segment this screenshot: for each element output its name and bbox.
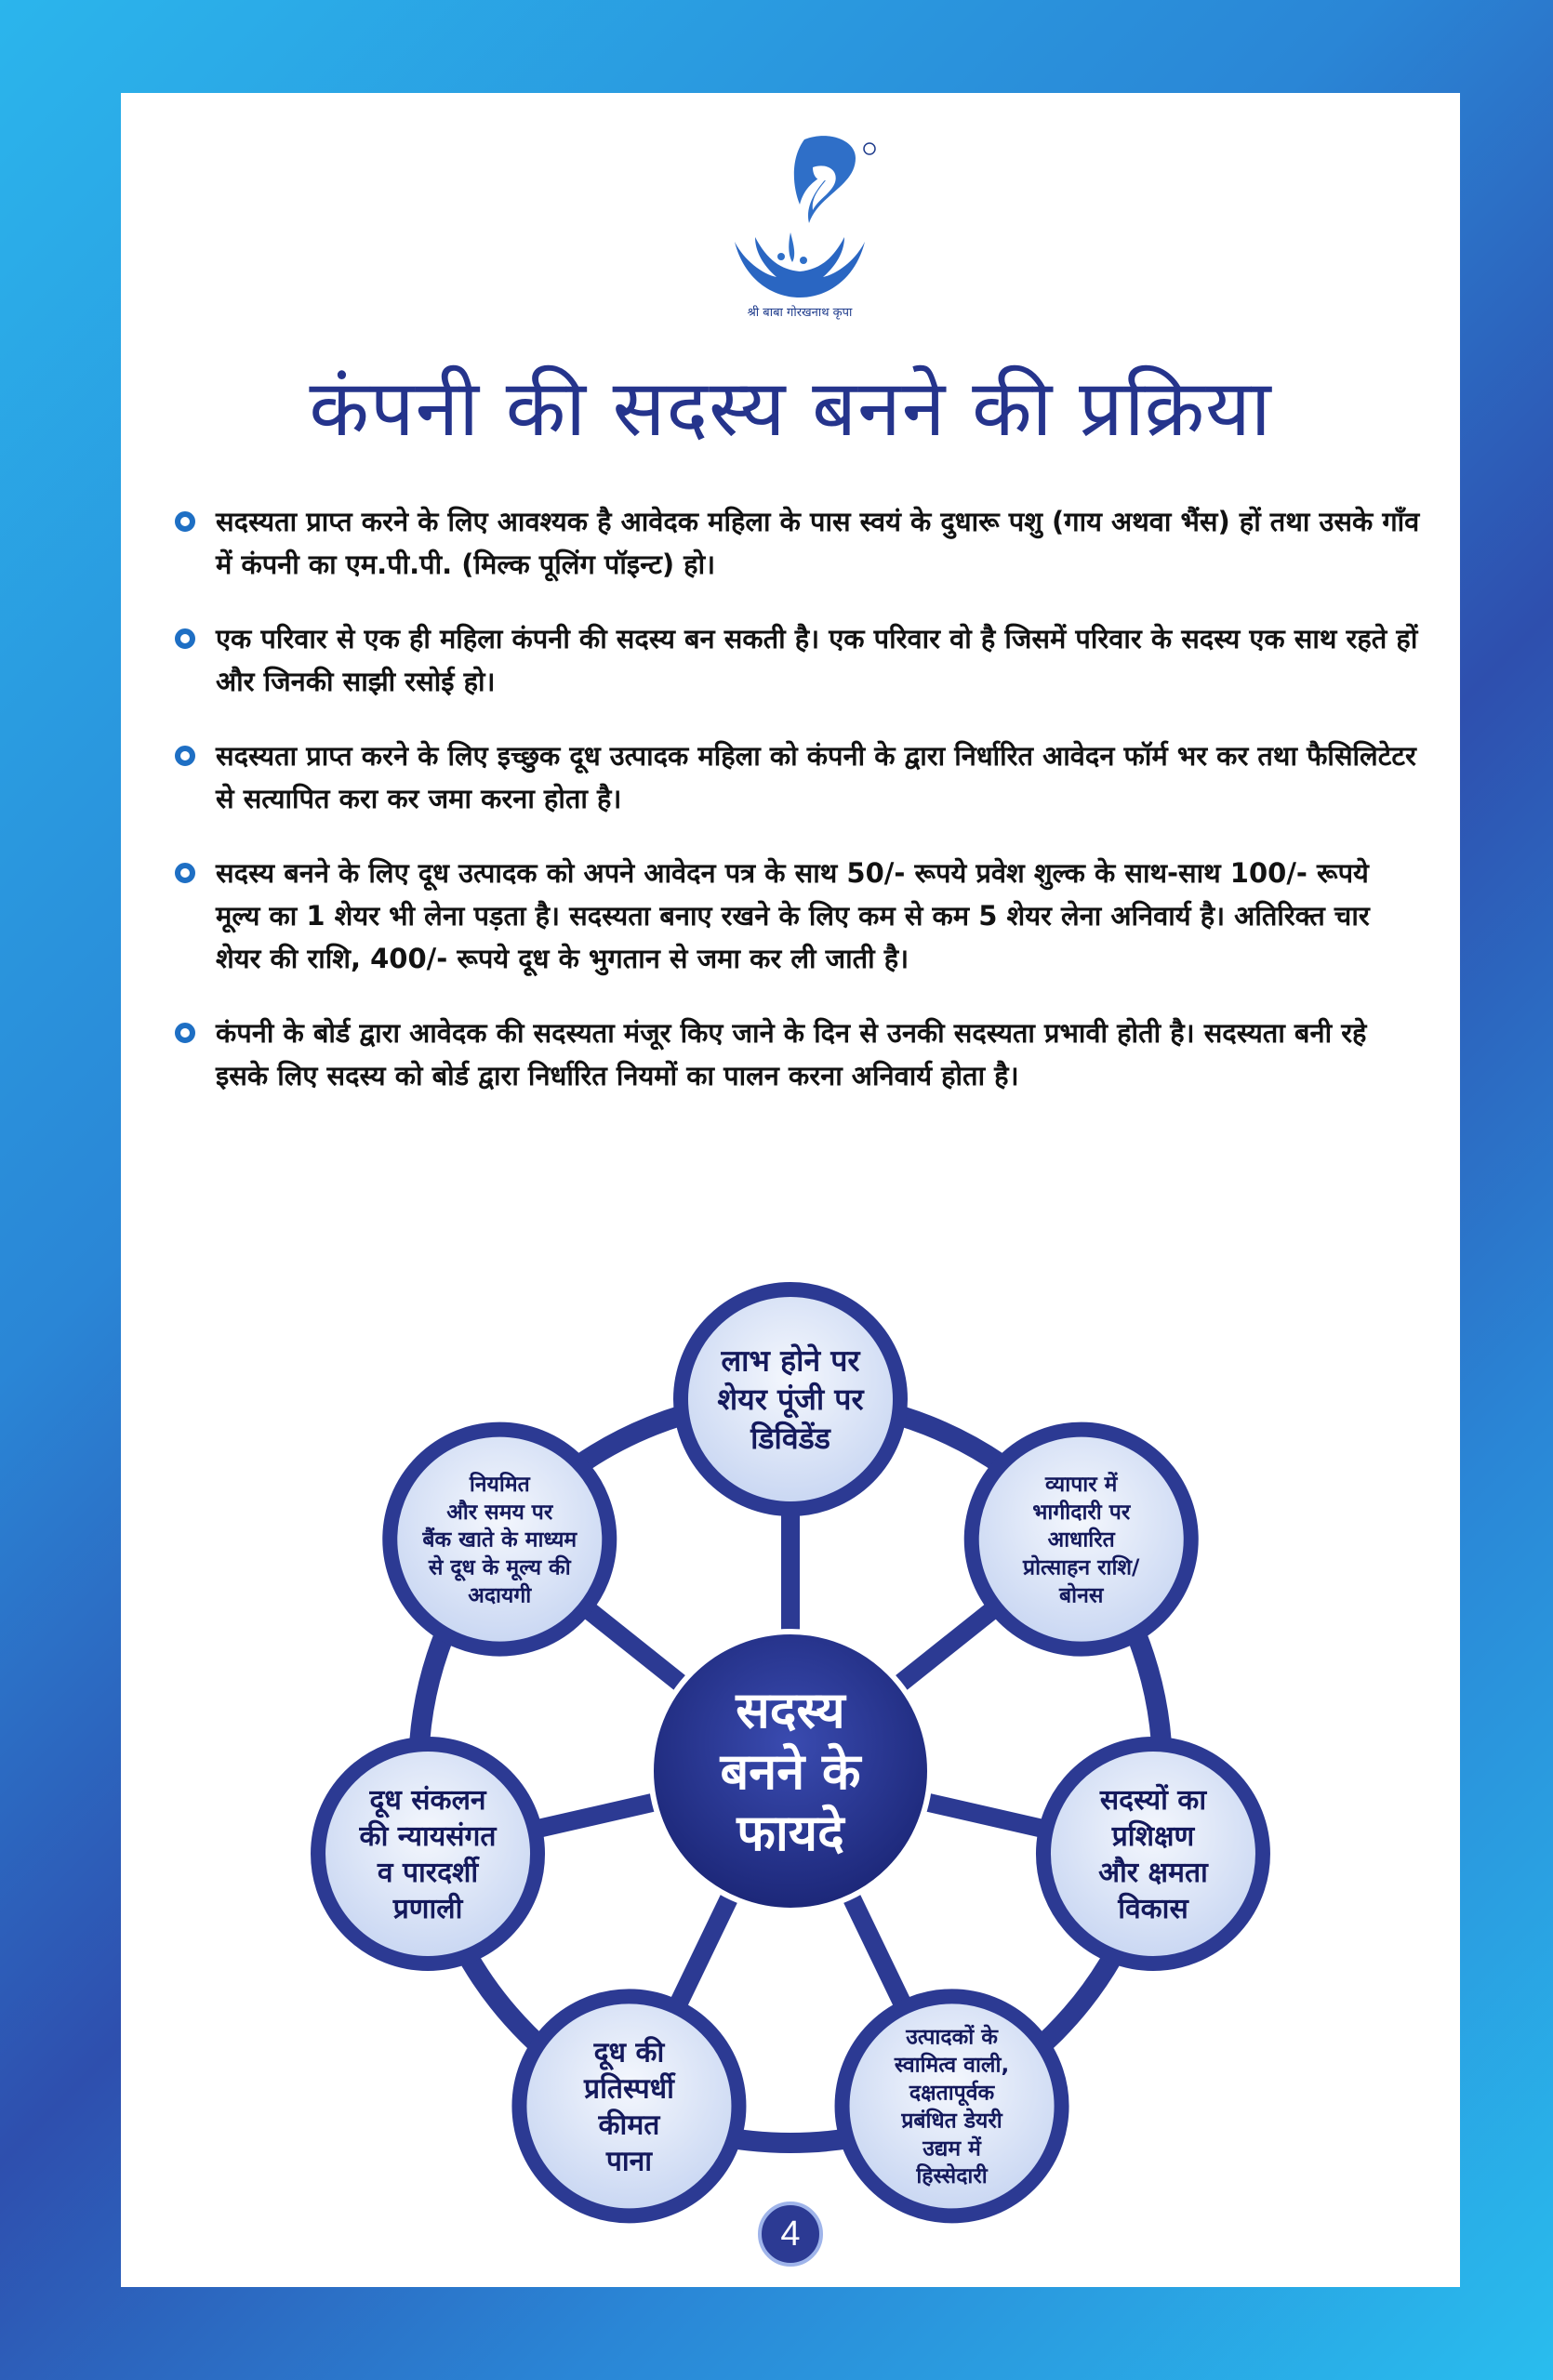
bullet-icon — [175, 863, 195, 883]
benefit-node-text: विकास — [1118, 1893, 1188, 1926]
benefit-node-circle — [1043, 1744, 1263, 1964]
benefit-node-text: उद्यम में — [923, 2136, 981, 2162]
benefit-node-text: दक्षतापूर्वक — [909, 2081, 995, 2106]
bullet-icon — [175, 746, 195, 766]
benefit-node-text: भागीदारी पर — [1032, 1500, 1131, 1525]
point-text: एक परिवार से एक ही महिला कंपनी की सदस्य बन सकती है। एक परिवार वो है जिसमें परिवार के सदस्य एक साथ रहते हों और जिनकी साझी रसोई हो। — [216, 623, 1418, 697]
benefit-node — [972, 1430, 1191, 1649]
benefit-node-text: बैंक खाते के माध्यम — [422, 1527, 577, 1553]
benefit-node-text: हिस्सेदारी — [916, 2164, 988, 2189]
benefit-node — [390, 1430, 609, 1649]
benefit-node-text: नियमित — [469, 1472, 530, 1497]
benefit-node — [1043, 1744, 1263, 1964]
bullet-icon — [175, 511, 195, 532]
benefit-node-text: प्रोत्साहन राशि/ — [1022, 1555, 1140, 1580]
benefit-node-text: बोनस — [1059, 1583, 1104, 1608]
benefit-node-text: डिविडेंड — [750, 1420, 830, 1456]
benefit-node-circle — [318, 1744, 538, 1964]
benefit-node-text: अदायगी — [468, 1583, 532, 1608]
benefit-node — [681, 1289, 900, 1509]
list-item — [175, 852, 1421, 980]
benefit-node-text: और क्षमता — [1098, 1857, 1208, 1890]
benefit-node-text: प्रतिस्पर्धी — [584, 2072, 674, 2106]
benefits-diagram — [121, 1227, 1460, 2278]
benefit-node-text: व्यापार में — [1045, 1472, 1118, 1497]
benefit-node-text: दूध संकलन — [369, 1784, 486, 1818]
list-item — [175, 734, 1421, 820]
benefit-node-text: की न्यायसंगत — [359, 1820, 497, 1854]
benefit-node — [843, 1996, 1062, 2215]
benefit-node-text: प्रशिक्षण — [1111, 1820, 1195, 1854]
benefit-node-text: प्रणाली — [392, 1893, 463, 1926]
logo-tagline: श्री बाबा गोरखनाथ कृपा — [747, 306, 853, 320]
page — [121, 93, 1460, 2287]
benefit-node-text: और समय पर — [446, 1500, 553, 1525]
page-number: 4 — [758, 2202, 823, 2267]
point-text: सदस्यता प्राप्त करने के लिए इच्छुक दूध उत्पादक महिला को कंपनी के द्वारा निर्धारित आवेदन फॉर्म भर कर तथा फैसिलिटेटर से सत्यापित करा कर जमा करना होता है। — [216, 740, 1416, 814]
membership-points — [175, 500, 1421, 1129]
page-title: कंपनी की सदस्य बनने की प्रक्रिया — [309, 363, 1272, 454]
benefit-node-text: आधारित — [1047, 1527, 1115, 1553]
benefit-node-text: पाना — [605, 2145, 653, 2178]
list-item — [175, 617, 1421, 703]
benefit-node-text: सदस्यों का — [1099, 1784, 1207, 1818]
benefit-node-text: उत्पादकों के — [906, 2025, 998, 2050]
benefit-node-text: कीमत — [598, 2109, 660, 2142]
benefit-node-text: लाभ होने पर — [721, 1342, 860, 1379]
point-text: सदस्यता प्राप्त करने के लिए आवश्यक है आवेदक महिला के पास स्वयं के दुधारू पशु (गाय अथवा भैंस) हों तथा उसके गाँव में कंपनी का एम.पी.पी. (मिल्क पूलिंग पॉइन्ट) हो। — [216, 506, 1420, 580]
center-hub-text: फायदे — [737, 1803, 844, 1862]
point-text: सदस्य बनने के लिए दूध उत्पादक को अपने आवेदन पत्र के साथ 50/- रूपये प्रवेश शुल्क के साथ-साथ 100/- रूपये मूल्य का 1 शेयर भी लेना पड़ता है। सदस्यता बनाए रखने के लिए कम से कम 5 शेयर लेना अनिवार्य है। अतिरिक्त चार शेयर की राशि, 400/- रूपये दूध के भुगतान से जमा कर ली जाती है। — [216, 857, 1370, 974]
list-item — [175, 1012, 1421, 1097]
benefit-node-text: शेयर पूंजी पर — [717, 1382, 864, 1418]
bullet-icon — [175, 628, 195, 649]
point-text: कंपनी के बोर्ड द्वारा आवेदक की सदस्यता मंजूर किए जाने के दिन से उनकी सदस्यता प्रभावी होती है। सदस्यता बनी रहे इसके लिए सदस्य को बोर्ड द्वारा निर्धारित नियमों का पालन करना अनिवार्य होता है। — [216, 1017, 1367, 1091]
benefit-node-text: से दूध के मूल्य की — [428, 1555, 571, 1580]
bullet-icon — [175, 1023, 195, 1043]
benefit-node-text: दूध की — [593, 2036, 665, 2069]
benefit-node-text: व पारदर्शी — [377, 1857, 479, 1890]
list-item — [175, 500, 1421, 586]
benefit-node-text: स्वामित्व वाली, — [894, 2053, 1010, 2078]
benefit-node-circle — [519, 1996, 738, 2215]
benefit-node-text: प्रबंधित डेयरी — [901, 2109, 1002, 2134]
company-logo — [716, 121, 883, 325]
benefit-node — [519, 1996, 738, 2215]
center-hub-text: सदस्य — [736, 1680, 845, 1739]
center-hub-text: बनने के — [720, 1741, 861, 1801]
benefit-node — [318, 1744, 538, 1964]
